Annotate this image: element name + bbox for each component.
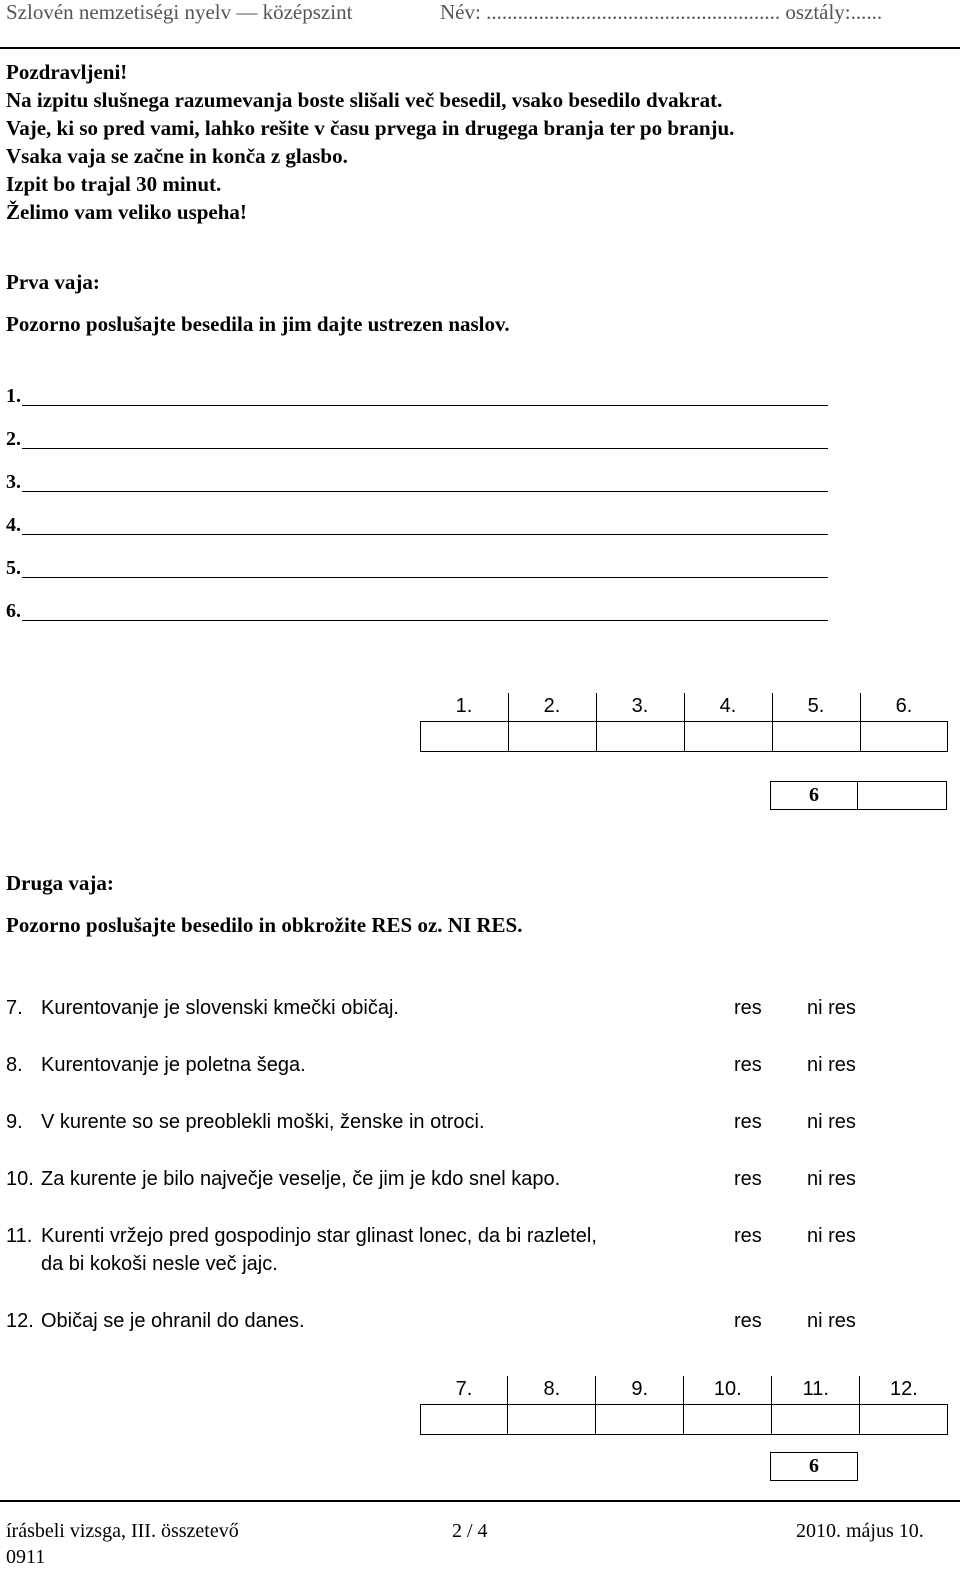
statement-text-continued: da bi kokoši nesle več jajc. (41, 1253, 278, 1275)
intro-line: Želimo vam veliko uspeha! (6, 200, 247, 224)
statement-text: Običaj se je ohranil do danes. (41, 1310, 305, 1332)
statement-number: 9. (6, 1111, 23, 1133)
option-ni-res[interactable]: ni res (807, 1111, 856, 1133)
grid-header: 6. (860, 693, 948, 721)
task1-answer-line-1[interactable] (22, 405, 828, 406)
option-ni-res[interactable]: ni res (807, 1168, 856, 1190)
task1-item-number: 3. (6, 471, 21, 493)
grid-header: 7. (421, 1376, 508, 1404)
footer-code: 0911 (6, 1546, 46, 1568)
answer-cell[interactable] (596, 721, 684, 751)
task1-score-box (770, 781, 947, 810)
option-ni-res[interactable]: ni res (807, 1054, 856, 1076)
intro-line: Izpit bo trajal 30 minut. (6, 172, 222, 196)
earned-score-cell[interactable] (858, 782, 947, 810)
task2-answer-grid (420, 1376, 948, 1435)
task1-item-number: 2. (6, 428, 21, 450)
task1-answer-line-5[interactable] (22, 577, 828, 578)
statement-text: Kurentovanje je poletna šega. (41, 1054, 306, 1076)
footer-date: 2010. május 10. (796, 1520, 924, 1542)
intro-line: Vaje, ki so pred vami, lahko rešite v času prvega in drugega branja ter po branju. (6, 116, 735, 140)
intro-line: Na izpitu slušnega razumevanja boste slišali več besedil, vsako besedilo dvakrat. (6, 88, 723, 112)
grid-header: 11. (772, 1376, 860, 1404)
statement-number: 7. (6, 997, 23, 1019)
option-res[interactable]: res (734, 1310, 762, 1332)
task1-title: Prva vaja: (6, 270, 100, 294)
answer-cell[interactable] (508, 1404, 596, 1434)
statement-number: 11. (6, 1225, 33, 1247)
task1-answer-line-6[interactable] (22, 620, 828, 621)
answer-cell[interactable] (508, 721, 596, 751)
answer-cell[interactable] (772, 1404, 860, 1434)
header-name-field: Név: ........................................................ osztály:...... (440, 0, 883, 24)
header-rule (0, 47, 960, 49)
statement-text: Kurenti vržejo pred gospodinjo star glinast lonec, da bi razletel, (41, 1225, 597, 1247)
statement-number: 12. (6, 1310, 34, 1332)
grid-header: 10. (684, 1376, 772, 1404)
task1-answer-line-3[interactable] (22, 491, 828, 492)
task1-item-number: 4. (6, 514, 21, 536)
task2-title: Druga vaja: (6, 871, 114, 895)
grid-header: 5. (772, 693, 860, 721)
task1-answer-line-2[interactable] (22, 448, 828, 449)
grid-header: 1. (421, 693, 509, 721)
grid-header: 8. (508, 1376, 596, 1404)
page-number: 2 / 4 (452, 1520, 488, 1542)
answer-cell[interactable] (596, 1404, 684, 1434)
task1-item-number: 1. (6, 385, 21, 407)
statement-number: 10. (6, 1168, 34, 1190)
task2-instruction: Pozorno poslušajte besedilo in obkrožite RES oz. NI RES. (6, 913, 523, 937)
header-subject: Szlovén nemzetiségi nyelv — középszint (6, 0, 353, 24)
answer-cell[interactable] (772, 721, 860, 751)
statement-number: 8. (6, 1054, 23, 1076)
option-ni-res[interactable]: ni res (807, 1310, 856, 1332)
earned-score-cell[interactable] (858, 1453, 947, 1481)
footer-rule (0, 1500, 960, 1502)
grid-header: 12. (860, 1376, 948, 1404)
grid-header: 4. (684, 693, 772, 721)
answer-cell[interactable] (860, 721, 948, 751)
task2-score-box (770, 1452, 946, 1481)
answer-cell[interactable] (684, 721, 772, 751)
statement-text: Kurentovanje je slovenski kmečki običaj. (41, 997, 399, 1019)
statement-text: V kurente so se preoblekli moški, ženske in otroci. (41, 1111, 485, 1133)
option-ni-res[interactable]: ni res (807, 1225, 856, 1247)
option-res[interactable]: res (734, 1054, 762, 1076)
option-res[interactable]: res (734, 1111, 762, 1133)
task1-instruction: Pozorno poslušajte besedila in jim dajte ustrezen naslov. (6, 312, 510, 336)
statement-text: Za kurente je bilo največje veselje, če jim je kdo snel kapo. (41, 1168, 561, 1190)
max-score: 6 (771, 1453, 858, 1481)
task1-item-number: 6. (6, 600, 21, 622)
answer-cell[interactable] (860, 1404, 948, 1434)
option-res[interactable]: res (734, 997, 762, 1019)
grid-header: 3. (596, 693, 684, 721)
answer-cell[interactable] (421, 1404, 508, 1434)
task1-answer-grid (420, 693, 948, 752)
greeting: Pozdravljeni! (6, 60, 128, 84)
grid-header: 2. (508, 693, 596, 721)
option-ni-res[interactable]: ni res (807, 997, 856, 1019)
answer-cell[interactable] (684, 1404, 772, 1434)
footer-exam-part: írásbeli vizsga, III. összetevő (6, 1520, 239, 1542)
option-res[interactable]: res (734, 1225, 762, 1247)
grid-header: 9. (596, 1376, 684, 1404)
answer-cell[interactable] (421, 721, 509, 751)
task1-answer-line-4[interactable] (22, 534, 828, 535)
option-res[interactable]: res (734, 1168, 762, 1190)
intro-line: Vsaka vaja se začne in konča z glasbo. (6, 144, 348, 168)
max-score: 6 (771, 782, 858, 810)
task1-item-number: 5. (6, 557, 21, 579)
